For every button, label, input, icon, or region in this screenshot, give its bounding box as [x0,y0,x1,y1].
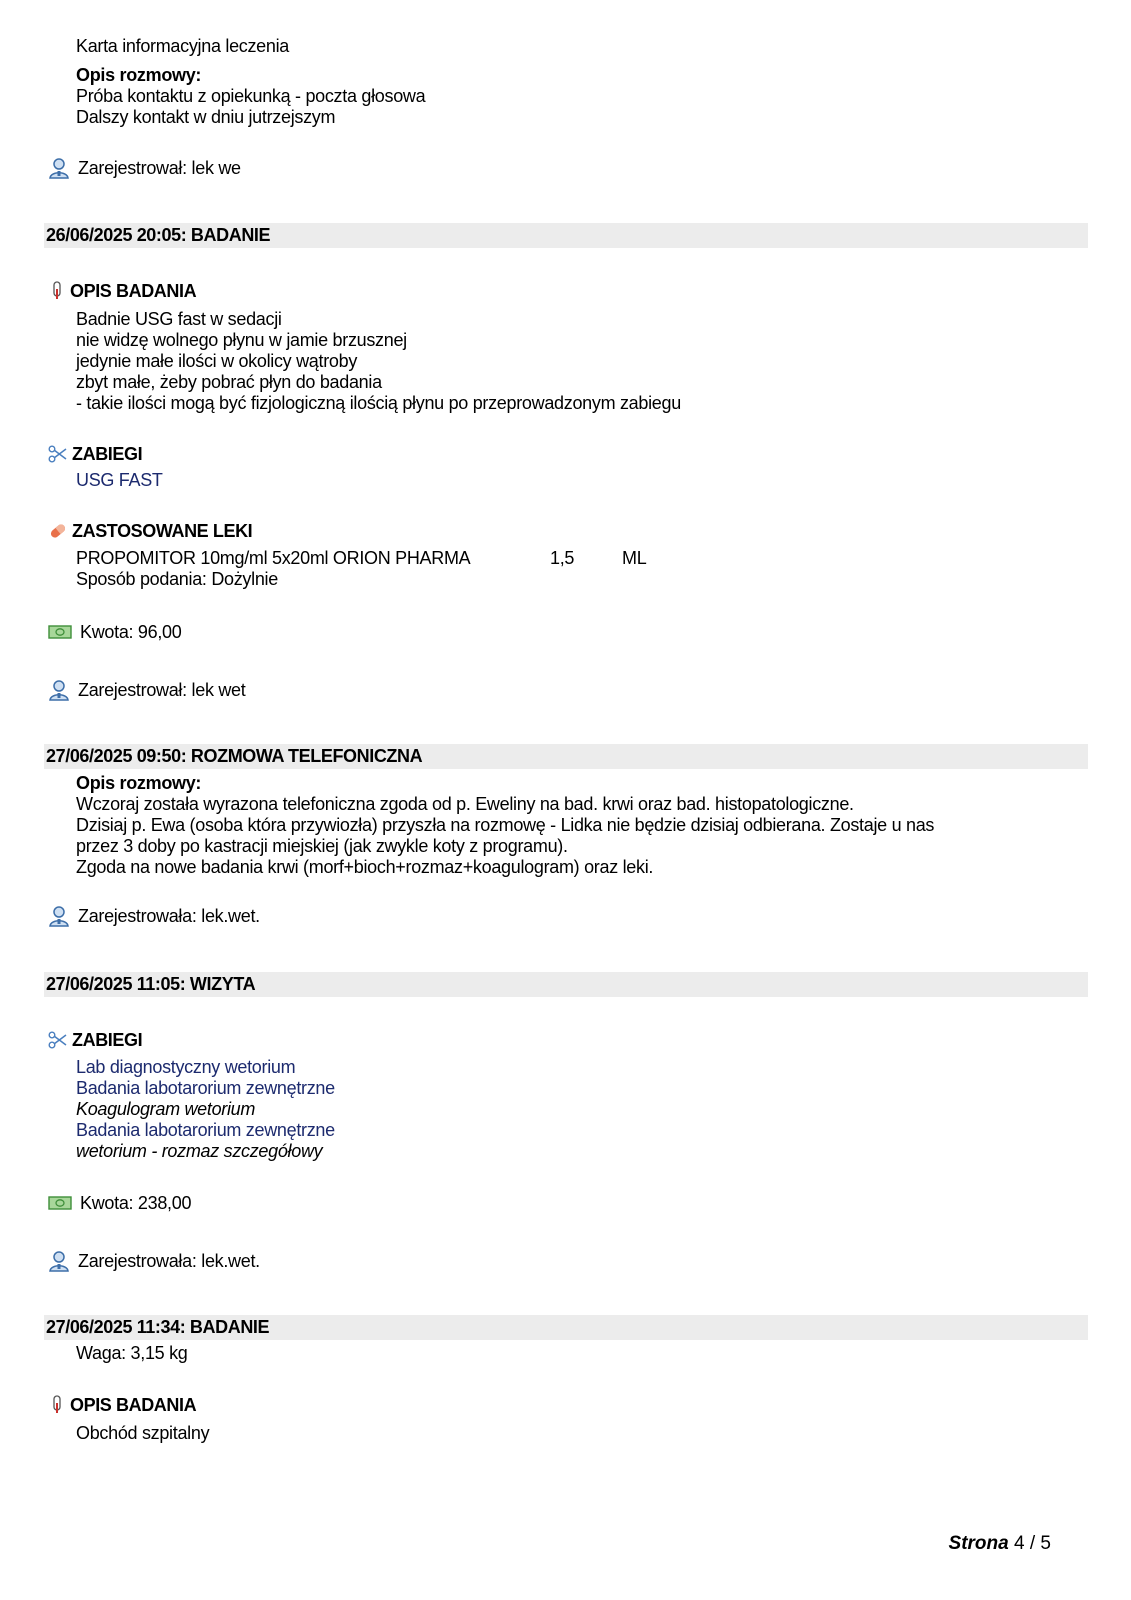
registered-text: Zarejestrowała: lek.wet. [78,1251,260,1271]
user-doctor-icon [48,905,70,927]
conversation-line: Dalszy kontakt w dniu jutrzejszym [76,107,336,127]
scissors-icon [48,1031,68,1049]
exam-description-heading: OPIS BADANIA [48,280,196,302]
procedures-heading: ZABIEGI [48,443,142,465]
pill-icon [48,522,68,540]
exam-line: Badnie USG fast w sedacji [76,309,282,329]
conversation-line: Próba kontaktu z opiekunką - poczta głosowa [76,86,426,106]
weight: Waga: 3,15 kg [76,1343,188,1363]
page-separator: / [1029,1533,1036,1554]
drug-unit: ML [622,548,647,568]
thermometer-icon [48,1395,66,1415]
conversation-line: przez 3 doby po kastracji miejskiej (jak zwykle koty z programu). [76,836,568,856]
entry-header-badanie: 27/06/2025 11:34: BADANIE [44,1315,1088,1340]
money-icon [48,1195,72,1211]
drug-route: Sposób podania: Dożylnie [76,569,278,589]
page-total: 5 [1040,1533,1051,1554]
conversation-line: Dzisiaj p. Ewa (osoba która przywiozła) przyszła na rozmowę - Lidka nie będzie dzisiaj odbierana. Zostaje u nas [76,815,935,835]
procedure-link[interactable]: Badania labotarorium zewnętrzne [76,1120,335,1140]
exam-line: jedynie małe ilości w okolicy wątroby [76,351,358,371]
scissors-icon [48,445,68,463]
entry-header-visit: 27/06/2025 11:05: WIZYTA [44,972,1088,997]
money-icon [48,624,72,640]
procedure-link[interactable]: Lab diagnostyczny wetorium [76,1057,296,1077]
document-title: Karta informacyjna leczenia [76,36,290,56]
page-number: 4 [1014,1533,1025,1554]
registered-text: Zarejestrował: lek wet [78,680,246,700]
exam-line: zbyt małe, żeby pobrać płyn do badania [76,372,382,392]
exam-description-heading: OPIS BADANIA [48,1394,196,1416]
drug-name: PROPOMITOR 10mg/ml 5x20ml ORION PHARMA [76,548,471,568]
procedure-item: wetorium - rozmaz szczegółowy [76,1141,323,1161]
drug-quantity: 1,5 [550,548,575,568]
user-doctor-icon [48,679,70,701]
amount: Kwota: 238,00 [48,1191,191,1215]
page-indicator [949,1533,1051,1555]
registered-by [48,156,241,180]
conversation-label: Opis rozmowy: [76,65,202,85]
user-doctor-icon [48,1250,70,1272]
procedure-link[interactable]: USG FAST [76,470,163,490]
conversation-label: Opis rozmowy: [76,773,202,793]
amount: Kwota: 96,00 [48,620,181,644]
exam-line: nie widzę wolnego płynu w jamie brzusznej [76,330,407,350]
procedure-link[interactable]: Badania labotarorium zewnętrzne [76,1078,335,1098]
user-doctor-icon [48,157,70,179]
procedures-heading: ZABIEGI [48,1029,142,1051]
registered-by [48,904,260,928]
registered-by [48,1249,260,1273]
entry-header-badanie: 26/06/2025 20:05: BADANIE [44,223,1088,248]
exam-line: Obchód szpitalny [76,1423,210,1443]
registered-by [48,678,245,702]
procedure-item: Koagulogram wetorium [76,1099,256,1119]
conversation-line: Wczoraj została wyrazona telefoniczna zgoda od p. Eweliny na bad. krwi oraz bad. histopatologiczne. [76,794,854,814]
conversation-line: Zgoda na nowe badania krwi (morf+bioch+rozmaz+koagulogram) oraz leki. [76,857,654,877]
exam-line: - takie ilości mogą być fizjologiczną ilością płynu po przeprowadzonym zabiegu [76,393,681,413]
thermometer-icon [48,281,66,301]
drugs-heading: ZASTOSOWANE LEKI [48,520,252,542]
registered-text: Zarejestrowała: lek.wet. [78,906,260,926]
page-label: Strona [948,1533,1009,1554]
registered-text: Zarejestrował: lek we [78,158,241,178]
entry-header-phone-call: 27/06/2025 09:50: ROZMOWA TELEFONICZNA [44,744,1088,769]
